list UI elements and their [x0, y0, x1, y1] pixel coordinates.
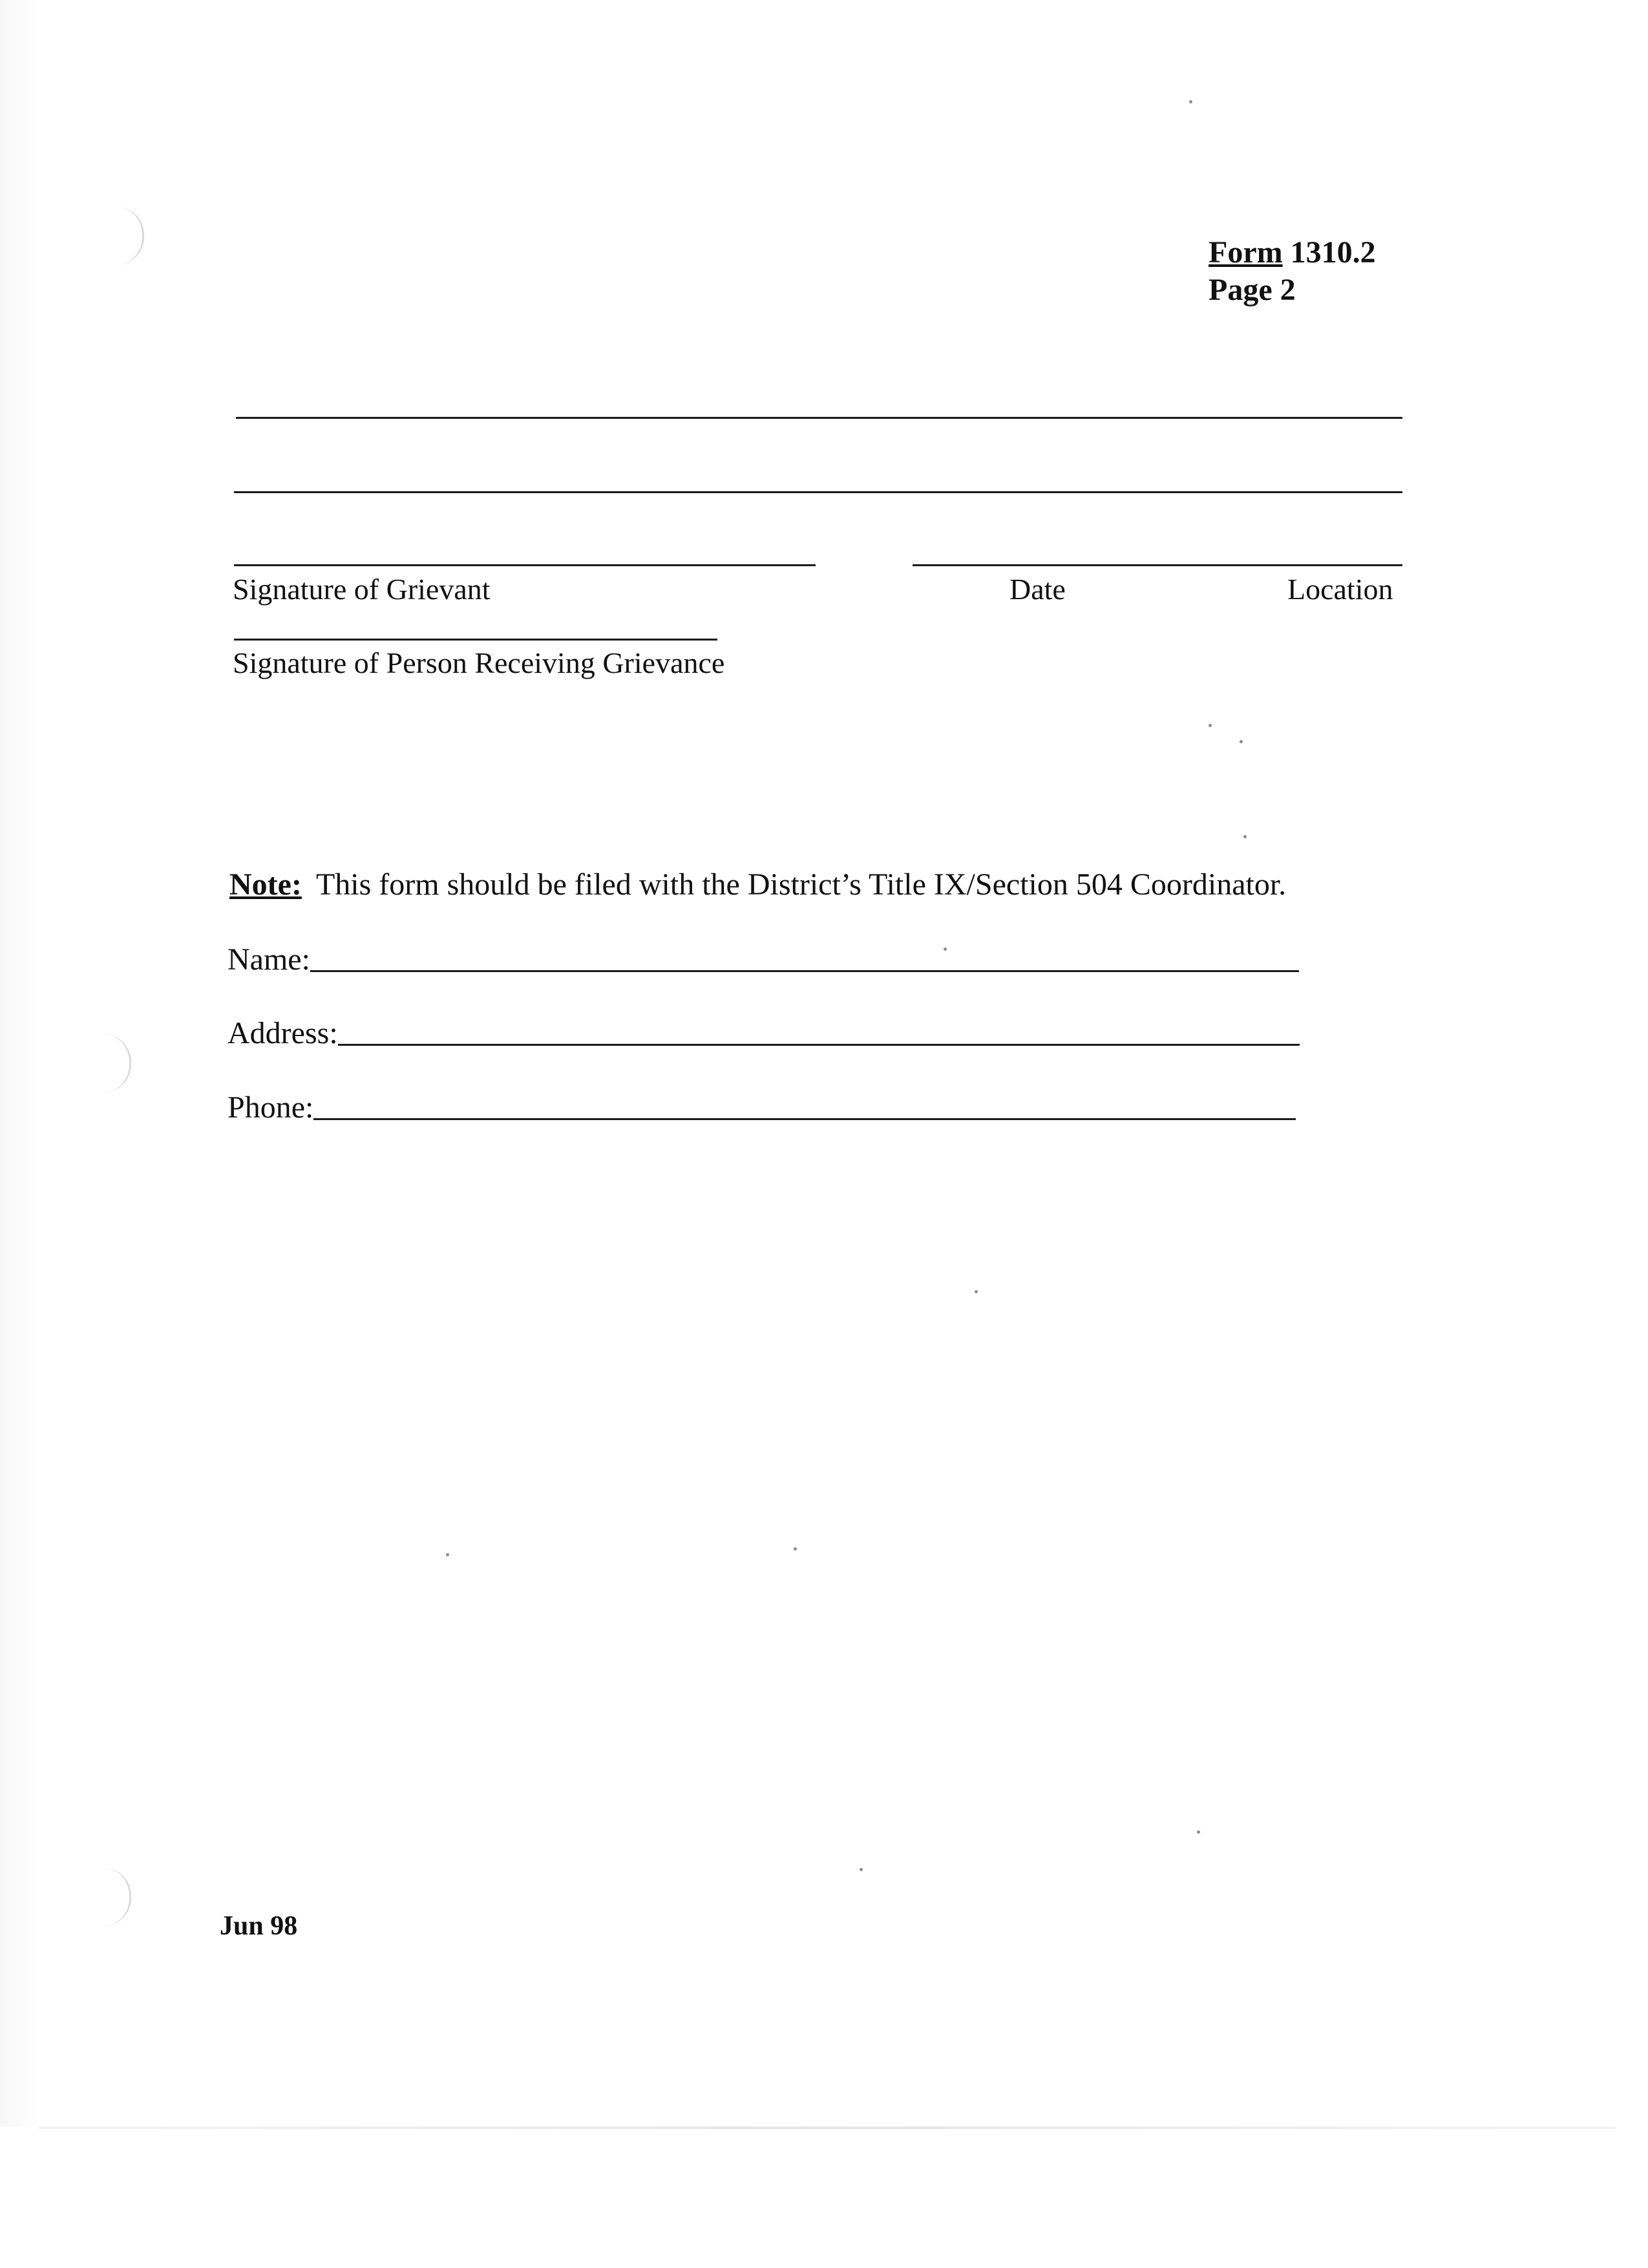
scan-bottom-edge [39, 2126, 1616, 2129]
scan-speck [446, 1553, 449, 1556]
scan-speck [1240, 740, 1243, 743]
scan-speck [860, 1868, 863, 1871]
receiver-signature-line[interactable] [234, 639, 717, 641]
scan-speck [975, 1290, 978, 1293]
scan-speck [1243, 835, 1247, 838]
date-location-line[interactable] [913, 564, 1402, 566]
address-field[interactable] [338, 1044, 1300, 1046]
form-word: Form [1209, 235, 1283, 270]
note-statement [229, 866, 1286, 904]
punch-hole-middle [103, 1034, 131, 1092]
blank-writing-line-1[interactable] [236, 417, 1402, 419]
punch-hole-top [116, 207, 144, 265]
phone-field-row [227, 1089, 1296, 1127]
scan-speck [1209, 724, 1212, 727]
receiver-signature-label: Signature of Person Receiving Grievance [233, 646, 725, 679]
address-field-row [227, 1015, 1300, 1052]
phone-label: Phone: [227, 1090, 314, 1125]
grievant-signature-line[interactable] [234, 564, 816, 566]
form-header [1209, 234, 1376, 309]
address-label: Address: [227, 1016, 338, 1050]
name-field-row [227, 941, 1299, 979]
form-number: 1310.2 [1290, 235, 1376, 270]
location-label: Location [1287, 573, 1393, 606]
scan-speck [944, 948, 947, 951]
page-label: Page 2 [1209, 273, 1296, 307]
blank-writing-line-2[interactable] [234, 491, 1402, 493]
punch-hole-bottom [103, 1868, 131, 1926]
grievant-signature-label: Signature of Grievant [233, 573, 491, 606]
scan-speck [1197, 1830, 1200, 1834]
date-label: Date [1009, 573, 1066, 606]
phone-field[interactable] [313, 1118, 1296, 1120]
revision-date: Jun 98 [220, 1911, 298, 1941]
scan-left-shadow [0, 0, 39, 2126]
name-label: Name: [227, 942, 310, 977]
form-number-line [1209, 234, 1376, 271]
scan-speck [794, 1547, 797, 1551]
note-text: This form should be filed with the District’s Title IX/Section 504 Coordinator. [315, 867, 1287, 902]
scan-speck [1189, 100, 1192, 103]
note-label: Note: [229, 867, 302, 902]
name-field[interactable] [310, 970, 1299, 972]
